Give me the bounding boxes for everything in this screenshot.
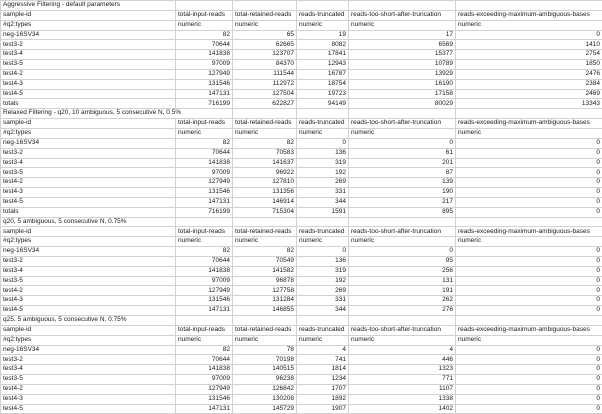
header-row bbox=[1, 227, 602, 237]
row-label: test3-4 bbox=[1, 365, 176, 375]
empty-cell bbox=[176, 1, 233, 11]
value-cell: 2476 bbox=[456, 69, 602, 79]
value-cell: 139 bbox=[349, 178, 456, 188]
header-row bbox=[1, 10, 602, 20]
value-cell: 70549 bbox=[233, 256, 297, 266]
value-cell: 0 bbox=[297, 138, 349, 148]
type-cell: numeric bbox=[297, 335, 349, 345]
value-cell: 130208 bbox=[233, 394, 297, 404]
type-cell: numeric bbox=[176, 128, 233, 138]
type-cell: numeric bbox=[176, 335, 233, 345]
empty-cell bbox=[233, 1, 297, 11]
type-cell: numeric bbox=[176, 237, 233, 247]
value-cell: 1402 bbox=[349, 404, 456, 414]
value-cell: 70198 bbox=[233, 355, 297, 365]
table-row bbox=[1, 168, 602, 178]
types-row bbox=[1, 335, 602, 345]
type-cell: numeric bbox=[297, 237, 349, 247]
value-cell: 1323 bbox=[349, 365, 456, 375]
value-cell: 2384 bbox=[456, 79, 602, 89]
table-row bbox=[1, 148, 602, 158]
empty-cell bbox=[297, 109, 349, 119]
type-cell: numeric bbox=[349, 20, 456, 30]
row-label: test3-4 bbox=[1, 50, 176, 60]
value-cell: 0 bbox=[456, 247, 602, 257]
value-cell: 0 bbox=[456, 276, 602, 286]
value-cell: 269 bbox=[297, 178, 349, 188]
value-cell: 82 bbox=[233, 138, 297, 148]
value-cell: 97009 bbox=[176, 60, 233, 70]
value-cell: 78 bbox=[233, 345, 297, 355]
table-row bbox=[1, 158, 602, 168]
column-header: total-retained-reads bbox=[233, 10, 297, 20]
value-cell: 82 bbox=[176, 247, 233, 257]
value-cell: 0 bbox=[349, 247, 456, 257]
table-row bbox=[1, 306, 602, 316]
column-header: reads-too-short-after-truncation bbox=[349, 325, 456, 335]
value-cell: 140515 bbox=[233, 365, 297, 375]
value-cell: 65 bbox=[233, 30, 297, 40]
value-cell: 127949 bbox=[176, 69, 233, 79]
value-cell: 0 bbox=[456, 158, 602, 168]
section-title-row bbox=[1, 1, 602, 11]
column-header-sample-id: sample-id bbox=[1, 227, 176, 237]
table-row bbox=[1, 296, 602, 306]
section-title: Aggressive Filtering - default parameters bbox=[1, 1, 176, 11]
type-cell: numeric bbox=[456, 237, 602, 247]
value-cell: 131546 bbox=[176, 79, 233, 89]
table-row bbox=[1, 394, 602, 404]
value-cell: 4 bbox=[297, 345, 349, 355]
empty-cell bbox=[456, 217, 602, 227]
row-label: test4-5 bbox=[1, 197, 176, 207]
section-title: q25, 5 ambiguous, 5 consecutive N, 0.75% bbox=[1, 316, 176, 326]
value-cell: 0 bbox=[456, 138, 602, 148]
value-cell: 0 bbox=[456, 345, 602, 355]
row-label: totals bbox=[1, 99, 176, 109]
value-cell: 0 bbox=[456, 168, 602, 178]
empty-cell bbox=[233, 109, 297, 119]
empty-cell bbox=[233, 217, 297, 227]
totals-row bbox=[1, 207, 602, 217]
value-cell: 344 bbox=[297, 306, 349, 316]
row-label: test3-2 bbox=[1, 148, 176, 158]
value-cell: 147131 bbox=[176, 89, 233, 99]
empty-cell bbox=[297, 316, 349, 326]
row-label: test4-5 bbox=[1, 89, 176, 99]
column-header: reads-truncated bbox=[297, 119, 349, 129]
value-cell: 1907 bbox=[297, 404, 349, 414]
table-row bbox=[1, 355, 602, 365]
column-header: total-input-reads bbox=[176, 119, 233, 129]
value-cell: 0 bbox=[297, 247, 349, 257]
value-cell: 84370 bbox=[233, 60, 297, 70]
value-cell: 17158 bbox=[349, 89, 456, 99]
type-cell: numeric bbox=[349, 237, 456, 247]
value-cell: 62665 bbox=[233, 40, 297, 50]
value-cell: 716199 bbox=[176, 207, 233, 217]
table-row bbox=[1, 178, 602, 188]
value-cell: 0 bbox=[456, 384, 602, 394]
row-label: test3-2 bbox=[1, 355, 176, 365]
table-row bbox=[1, 60, 602, 70]
value-cell: 715304 bbox=[233, 207, 297, 217]
value-cell: 141838 bbox=[176, 365, 233, 375]
value-cell: 70583 bbox=[233, 148, 297, 158]
value-cell: 192 bbox=[297, 276, 349, 286]
value-cell: 6569 bbox=[349, 40, 456, 50]
value-cell: 0 bbox=[456, 365, 602, 375]
value-cell: 262 bbox=[349, 296, 456, 306]
column-header: total-retained-reads bbox=[233, 119, 297, 129]
value-cell: 127949 bbox=[176, 286, 233, 296]
column-header: reads-too-short-after-truncation bbox=[349, 227, 456, 237]
type-cell: numeric bbox=[176, 20, 233, 30]
row-label: test3-2 bbox=[1, 40, 176, 50]
value-cell: 0 bbox=[456, 178, 602, 188]
value-cell: 12943 bbox=[297, 60, 349, 70]
value-cell: 141637 bbox=[233, 158, 297, 168]
value-cell: 0 bbox=[456, 148, 602, 158]
type-cell: numeric bbox=[233, 128, 297, 138]
value-cell: 145729 bbox=[233, 404, 297, 414]
table-row bbox=[1, 345, 602, 355]
empty-cell bbox=[456, 316, 602, 326]
value-cell: 61 bbox=[349, 148, 456, 158]
table-row bbox=[1, 276, 602, 286]
row-label: test3-2 bbox=[1, 256, 176, 266]
section-title-row bbox=[1, 316, 602, 326]
value-cell: 141838 bbox=[176, 158, 233, 168]
type-cell: numeric bbox=[297, 20, 349, 30]
value-cell: 4 bbox=[349, 345, 456, 355]
empty-cell bbox=[349, 217, 456, 227]
value-cell: 895 bbox=[349, 207, 456, 217]
table-row bbox=[1, 375, 602, 385]
row-label: test4-3 bbox=[1, 296, 176, 306]
value-cell: 269 bbox=[297, 286, 349, 296]
empty-cell bbox=[349, 316, 456, 326]
types-row bbox=[1, 237, 602, 247]
value-cell: 0 bbox=[456, 375, 602, 385]
row-label: test3-4 bbox=[1, 158, 176, 168]
row-label: test3-5 bbox=[1, 375, 176, 385]
type-cell: numeric bbox=[456, 20, 602, 30]
value-cell: 1850 bbox=[456, 60, 602, 70]
row-label: test3-5 bbox=[1, 276, 176, 286]
value-cell: 191 bbox=[349, 286, 456, 296]
column-header: reads-exceeding-maximum-ambiguous-bases bbox=[456, 10, 602, 20]
value-cell: 0 bbox=[456, 296, 602, 306]
column-header: total-input-reads bbox=[176, 10, 233, 20]
value-cell: 147131 bbox=[176, 404, 233, 414]
type-cell: numeric bbox=[297, 128, 349, 138]
type-cell: numeric bbox=[349, 128, 456, 138]
value-cell: 1107 bbox=[349, 384, 456, 394]
value-cell: 96878 bbox=[233, 276, 297, 286]
value-cell: 2754 bbox=[456, 50, 602, 60]
row-label: test3-5 bbox=[1, 168, 176, 178]
row-label: test4-2 bbox=[1, 69, 176, 79]
value-cell: 0 bbox=[456, 404, 602, 414]
column-header-sample-id: sample-id bbox=[1, 10, 176, 20]
value-cell: 256 bbox=[349, 266, 456, 276]
empty-cell bbox=[349, 109, 456, 119]
column-header: total-retained-reads bbox=[233, 227, 297, 237]
column-header-sample-id: sample-id bbox=[1, 119, 176, 129]
value-cell: 8082 bbox=[297, 40, 349, 50]
value-cell: 94149 bbox=[297, 99, 349, 109]
value-cell: 112972 bbox=[233, 79, 297, 89]
table-row bbox=[1, 89, 602, 99]
value-cell: 319 bbox=[297, 158, 349, 168]
value-cell: 123707 bbox=[233, 50, 297, 60]
column-header: reads-exceeding-maximum-ambiguous-bases bbox=[456, 227, 602, 237]
row-label: totals bbox=[1, 207, 176, 217]
value-cell: 127949 bbox=[176, 178, 233, 188]
value-cell: 201 bbox=[349, 158, 456, 168]
value-cell: 131284 bbox=[233, 296, 297, 306]
table-row bbox=[1, 404, 602, 414]
value-cell: 1338 bbox=[349, 394, 456, 404]
column-header: reads-too-short-after-truncation bbox=[349, 119, 456, 129]
value-cell: 1591 bbox=[297, 207, 349, 217]
table-row bbox=[1, 266, 602, 276]
row-label: neg-16SV34 bbox=[1, 247, 176, 257]
types-label: #q2:types bbox=[1, 20, 176, 30]
empty-cell bbox=[456, 1, 602, 11]
table-row bbox=[1, 69, 602, 79]
value-cell: 344 bbox=[297, 197, 349, 207]
value-cell: 1814 bbox=[297, 365, 349, 375]
types-row bbox=[1, 128, 602, 138]
column-header: total-retained-reads bbox=[233, 325, 297, 335]
value-cell: 126842 bbox=[233, 384, 297, 394]
value-cell: 127758 bbox=[233, 286, 297, 296]
row-label: test4-5 bbox=[1, 306, 176, 316]
value-cell: 127810 bbox=[233, 178, 297, 188]
value-cell: 96238 bbox=[233, 375, 297, 385]
value-cell: 136 bbox=[297, 148, 349, 158]
row-label: neg-16SV34 bbox=[1, 345, 176, 355]
value-cell: 131546 bbox=[176, 188, 233, 198]
value-cell: 70644 bbox=[176, 355, 233, 365]
value-cell: 18754 bbox=[297, 79, 349, 89]
value-cell: 1234 bbox=[297, 375, 349, 385]
value-cell: 131 bbox=[349, 276, 456, 286]
table-row bbox=[1, 138, 602, 148]
section-title-row bbox=[1, 109, 602, 119]
value-cell: 127504 bbox=[233, 89, 297, 99]
table-row bbox=[1, 50, 602, 60]
value-cell: 87 bbox=[349, 168, 456, 178]
value-cell: 0 bbox=[456, 207, 602, 217]
value-cell: 0 bbox=[456, 30, 602, 40]
types-label: #q2:types bbox=[1, 237, 176, 247]
column-header: total-input-reads bbox=[176, 325, 233, 335]
empty-cell bbox=[297, 217, 349, 227]
types-row bbox=[1, 20, 602, 30]
value-cell: 95 bbox=[349, 256, 456, 266]
table-row bbox=[1, 188, 602, 198]
value-cell: 141838 bbox=[176, 50, 233, 60]
value-cell: 276 bbox=[349, 306, 456, 316]
value-cell: 82 bbox=[176, 30, 233, 40]
value-cell: 1707 bbox=[297, 384, 349, 394]
table-row bbox=[1, 30, 602, 40]
row-label: test4-3 bbox=[1, 79, 176, 89]
column-header: reads-truncated bbox=[297, 227, 349, 237]
value-cell: 0 bbox=[456, 394, 602, 404]
table-row bbox=[1, 197, 602, 207]
value-cell: 622827 bbox=[233, 99, 297, 109]
row-label: test4-3 bbox=[1, 394, 176, 404]
value-cell: 147131 bbox=[176, 197, 233, 207]
column-header: reads-exceeding-maximum-ambiguous-bases bbox=[456, 325, 602, 335]
value-cell: 97009 bbox=[176, 375, 233, 385]
value-cell: 146914 bbox=[233, 197, 297, 207]
value-cell: 331 bbox=[297, 188, 349, 198]
header-row bbox=[1, 119, 602, 129]
value-cell: 741 bbox=[297, 355, 349, 365]
table-row bbox=[1, 384, 602, 394]
value-cell: 70644 bbox=[176, 148, 233, 158]
value-cell: 131546 bbox=[176, 296, 233, 306]
value-cell: 446 bbox=[349, 355, 456, 365]
value-cell: 15377 bbox=[349, 50, 456, 60]
value-cell: 96922 bbox=[233, 168, 297, 178]
table-row bbox=[1, 247, 602, 257]
value-cell: 13343 bbox=[456, 99, 602, 109]
value-cell: 136 bbox=[297, 256, 349, 266]
header-row bbox=[1, 325, 602, 335]
column-header: reads-exceeding-maximum-ambiguous-bases bbox=[456, 119, 602, 129]
value-cell: 70644 bbox=[176, 256, 233, 266]
column-header-sample-id: sample-id bbox=[1, 325, 176, 335]
value-cell: 13929 bbox=[349, 69, 456, 79]
table-row bbox=[1, 256, 602, 266]
value-cell: 10789 bbox=[349, 60, 456, 70]
value-cell: 147131 bbox=[176, 306, 233, 316]
value-cell: 0 bbox=[456, 197, 602, 207]
totals-row bbox=[1, 99, 602, 109]
value-cell: 141838 bbox=[176, 266, 233, 276]
table-row bbox=[1, 286, 602, 296]
type-cell: numeric bbox=[456, 128, 602, 138]
value-cell: 146855 bbox=[233, 306, 297, 316]
value-cell: 331 bbox=[297, 296, 349, 306]
value-cell: 127949 bbox=[176, 384, 233, 394]
value-cell: 141582 bbox=[233, 266, 297, 276]
value-cell: 16190 bbox=[349, 79, 456, 89]
value-cell: 80029 bbox=[349, 99, 456, 109]
value-cell: 82 bbox=[176, 138, 233, 148]
value-cell: 0 bbox=[456, 355, 602, 365]
value-cell: 19 bbox=[297, 30, 349, 40]
row-label: test4-2 bbox=[1, 286, 176, 296]
column-header: reads-truncated bbox=[297, 325, 349, 335]
value-cell: 131356 bbox=[233, 188, 297, 198]
type-cell: numeric bbox=[233, 20, 297, 30]
column-header: total-input-reads bbox=[176, 227, 233, 237]
value-cell: 217 bbox=[349, 197, 456, 207]
value-cell: 111544 bbox=[233, 69, 297, 79]
types-label: #q2:types bbox=[1, 335, 176, 345]
section-title: q20, 5 ambiguous, 5 consecutive N, 0.75% bbox=[1, 217, 176, 227]
table-row bbox=[1, 365, 602, 375]
empty-cell bbox=[176, 217, 233, 227]
value-cell: 192 bbox=[297, 168, 349, 178]
value-cell: 0 bbox=[349, 138, 456, 148]
value-cell: 82 bbox=[176, 345, 233, 355]
type-cell: numeric bbox=[233, 237, 297, 247]
value-cell: 17 bbox=[349, 30, 456, 40]
empty-cell bbox=[233, 316, 297, 326]
value-cell: 17841 bbox=[297, 50, 349, 60]
row-label: test4-2 bbox=[1, 384, 176, 394]
table-body bbox=[1, 1, 602, 414]
value-cell: 16787 bbox=[297, 69, 349, 79]
row-label: neg-16SV34 bbox=[1, 138, 176, 148]
row-label: test3-5 bbox=[1, 60, 176, 70]
value-cell: 1892 bbox=[297, 394, 349, 404]
value-cell: 716199 bbox=[176, 99, 233, 109]
empty-cell bbox=[456, 109, 602, 119]
empty-cell bbox=[176, 316, 233, 326]
column-header: reads-truncated bbox=[297, 10, 349, 20]
row-label: neg-16SV34 bbox=[1, 30, 176, 40]
value-cell: 0 bbox=[456, 188, 602, 198]
section-title-row bbox=[1, 217, 602, 227]
value-cell: 319 bbox=[297, 266, 349, 276]
row-label: test4-3 bbox=[1, 188, 176, 198]
value-cell: 0 bbox=[456, 286, 602, 296]
type-cell: numeric bbox=[349, 335, 456, 345]
value-cell: 97009 bbox=[176, 276, 233, 286]
value-cell: 1410 bbox=[456, 40, 602, 50]
row-label: test3-4 bbox=[1, 266, 176, 276]
value-cell: 0 bbox=[456, 306, 602, 316]
row-label: test4-2 bbox=[1, 178, 176, 188]
value-cell: 0 bbox=[456, 266, 602, 276]
value-cell: 2469 bbox=[456, 89, 602, 99]
table-row bbox=[1, 40, 602, 50]
row-label: test4-5 bbox=[1, 404, 176, 414]
value-cell: 19723 bbox=[297, 89, 349, 99]
value-cell: 131546 bbox=[176, 394, 233, 404]
value-cell: 82 bbox=[233, 247, 297, 257]
value-cell: 70644 bbox=[176, 40, 233, 50]
empty-cell bbox=[349, 1, 456, 11]
table-row bbox=[1, 79, 602, 89]
type-cell: numeric bbox=[456, 335, 602, 345]
types-label: #q2:types bbox=[1, 128, 176, 138]
value-cell: 0 bbox=[456, 256, 602, 266]
value-cell: 190 bbox=[349, 188, 456, 198]
empty-cell bbox=[297, 1, 349, 11]
type-cell: numeric bbox=[233, 335, 297, 345]
column-header: reads-too-short-after-truncation bbox=[349, 10, 456, 20]
value-cell: 771 bbox=[349, 375, 456, 385]
value-cell: 97009 bbox=[176, 168, 233, 178]
section-title: Relaxed Filtering - q20, 10 ambiguous, 5 consecutive N, 0.5% bbox=[1, 109, 233, 119]
